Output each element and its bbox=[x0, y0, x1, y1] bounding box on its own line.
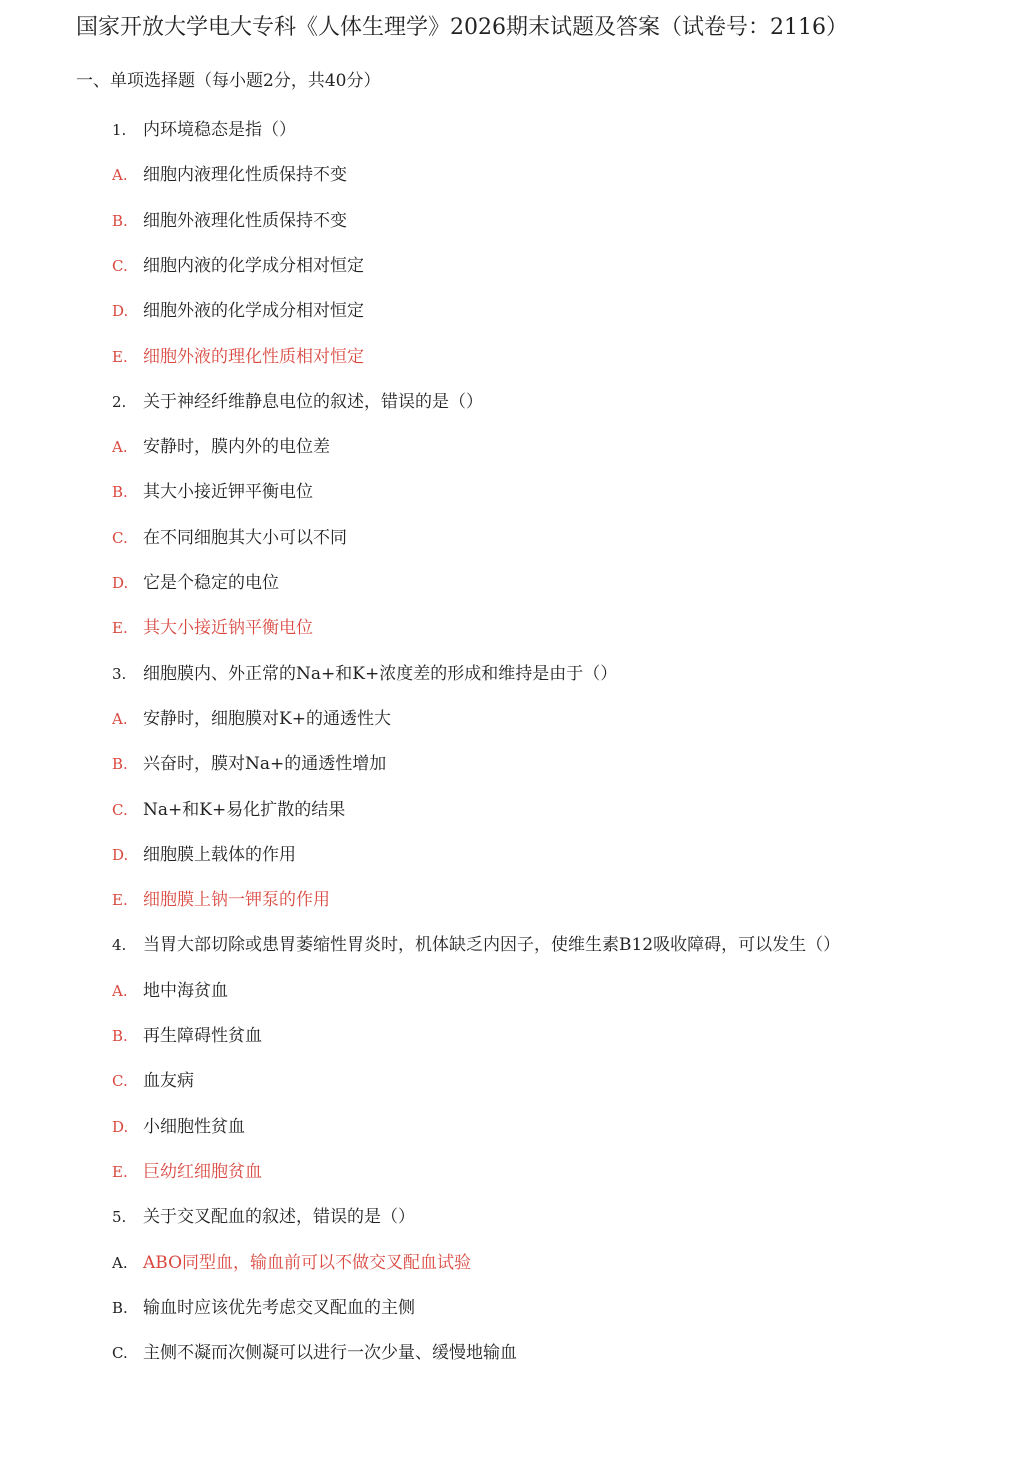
option-letter: B. bbox=[112, 483, 128, 501]
question-number: 4. bbox=[112, 936, 127, 954]
option-text: ABO同型血，输血前可以不做交叉配血试验 bbox=[143, 1253, 472, 1273]
section-heading: 一、单项选择题（每小题2分，共40分） bbox=[76, 71, 381, 91]
option-text: 其大小接近钠平衡电位 bbox=[143, 618, 313, 638]
question-text: 内环境稳态是指（） bbox=[143, 120, 296, 140]
option-letter: B. bbox=[112, 755, 128, 773]
option-text: Na+和K+易化扩散的结果 bbox=[143, 800, 346, 820]
option-text: 输血时应该优先考虑交叉配血的主侧 bbox=[143, 1298, 415, 1318]
question-stem bbox=[112, 116, 296, 144]
option-text: 安静时，细胞膜对K+的通透性大 bbox=[143, 709, 391, 729]
option-text: 其大小接近钾平衡电位 bbox=[143, 482, 313, 502]
option bbox=[112, 1113, 245, 1141]
option bbox=[112, 524, 347, 552]
option-text: 地中海贫血 bbox=[143, 981, 228, 1001]
option bbox=[112, 1022, 262, 1050]
option-letter: C. bbox=[112, 529, 128, 547]
option bbox=[112, 433, 330, 461]
option-letter: D. bbox=[112, 574, 129, 592]
question-text: 当胃大部切除或患胃萎缩性胃炎时，机体缺乏内因子，使维生素B12吸收障碍，可以发生（） bbox=[143, 935, 841, 955]
option-text: 安静时，膜内外的电位差 bbox=[143, 437, 330, 457]
option-letter: E. bbox=[112, 1163, 128, 1181]
option-text: 血友病 bbox=[143, 1071, 194, 1091]
option-letter: A. bbox=[112, 166, 128, 184]
question-stem bbox=[112, 660, 617, 688]
option-letter: A. bbox=[112, 982, 128, 1000]
option-letter: B. bbox=[112, 1299, 128, 1317]
option bbox=[112, 252, 364, 280]
option-letter: E. bbox=[112, 619, 128, 637]
question-number: 1. bbox=[112, 121, 127, 139]
option-letter: C. bbox=[112, 1344, 128, 1362]
option-letter: D. bbox=[112, 302, 129, 320]
option bbox=[112, 569, 279, 597]
option-text: 它是个稳定的电位 bbox=[143, 573, 279, 593]
option bbox=[112, 750, 386, 778]
question-stem bbox=[112, 388, 483, 416]
option-correct bbox=[112, 614, 313, 642]
option-text: 细胞内液的化学成分相对恒定 bbox=[143, 256, 364, 276]
option bbox=[112, 1067, 194, 1095]
option-text: 细胞膜上钠一钾泵的作用 bbox=[143, 890, 330, 910]
option-letter: D. bbox=[112, 846, 129, 864]
option-text: 兴奋时，膜对Na+的通透性增加 bbox=[143, 754, 387, 774]
option-text: 细胞膜上载体的作用 bbox=[143, 845, 296, 865]
option-letter: B. bbox=[112, 212, 128, 230]
question-number: 2. bbox=[112, 393, 127, 411]
option-correct bbox=[112, 343, 364, 371]
question-text: 关于神经纤维静息电位的叙述，错误的是（） bbox=[143, 392, 483, 412]
option-letter: C. bbox=[112, 1072, 128, 1090]
option-letter: E. bbox=[112, 348, 128, 366]
question-number: 5. bbox=[112, 1208, 127, 1226]
option-text: 细胞外液的化学成分相对恒定 bbox=[143, 301, 364, 321]
option-letter: C. bbox=[112, 801, 128, 819]
option-letter: E. bbox=[112, 891, 128, 909]
option bbox=[112, 297, 364, 325]
option-letter: C. bbox=[112, 257, 128, 275]
option-correct bbox=[112, 1249, 471, 1277]
option bbox=[112, 977, 228, 1005]
option-text: 小细胞性贫血 bbox=[143, 1117, 245, 1137]
option-correct bbox=[112, 1158, 262, 1186]
option-text: 再生障碍性贫血 bbox=[143, 1026, 262, 1046]
option bbox=[112, 1339, 517, 1367]
option bbox=[112, 161, 347, 189]
option bbox=[112, 207, 347, 235]
question-number: 3. bbox=[112, 665, 127, 683]
page-title: 国家开放大学电大专科《人体生理学》2026期末试题及答案（试卷号：2116） bbox=[76, 15, 848, 40]
option-correct bbox=[112, 886, 330, 914]
option bbox=[112, 1294, 415, 1322]
option bbox=[112, 841, 296, 869]
option-letter: A. bbox=[112, 710, 128, 728]
option-text: 细胞外液理化性质保持不变 bbox=[143, 211, 347, 231]
question-stem bbox=[112, 1203, 415, 1231]
question-text: 细胞膜内、外正常的Na+和K+浓度差的形成和维持是由于（） bbox=[143, 664, 618, 684]
option-text: 细胞内液理化性质保持不变 bbox=[143, 165, 347, 185]
option-text: 细胞外液的理化性质相对恒定 bbox=[143, 347, 364, 367]
option bbox=[112, 705, 391, 733]
option-text: 主侧不凝而次侧凝可以进行一次少量、缓慢地输血 bbox=[143, 1343, 517, 1363]
option-letter: B. bbox=[112, 1027, 128, 1045]
option-letter: A. bbox=[112, 438, 128, 456]
option bbox=[112, 478, 313, 506]
question-stem bbox=[112, 931, 840, 959]
option-letter: A. bbox=[112, 1254, 128, 1272]
option bbox=[112, 796, 345, 824]
question-text: 关于交叉配血的叙述，错误的是（） bbox=[143, 1207, 415, 1227]
option-text: 巨幼红细胞贫血 bbox=[143, 1162, 262, 1182]
option-letter: D. bbox=[112, 1118, 129, 1136]
option-text: 在不同细胞其大小可以不同 bbox=[143, 528, 347, 548]
